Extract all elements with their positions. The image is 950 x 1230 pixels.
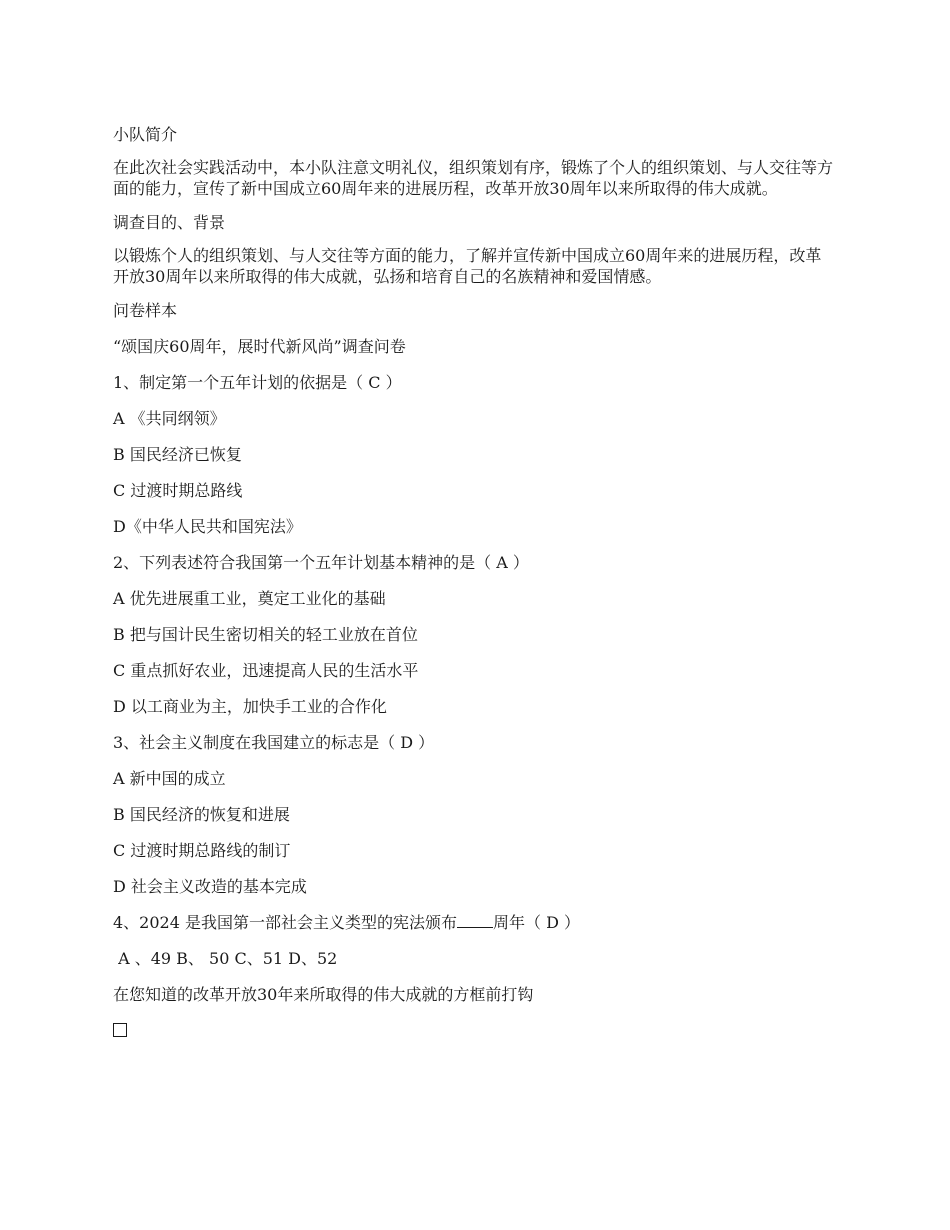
- fill-in-blank: [457, 913, 493, 928]
- achievement-checkbox[interactable]: [113, 1023, 127, 1037]
- question-2-option-d: D 以工商业为主，加快手工业的合作化: [113, 697, 387, 716]
- section-title-sample: 问卷样本: [113, 301, 178, 320]
- team-intro-paragraph: 在此次社会实践活动中，本小队注意文明礼仪，组织策划有序，锻炼了个人的组织策划、与人交往等方面的能力，宣传了新中国成立60周年来的进展历程，改革开放30周年以来所取得的伟大成就。: [113, 158, 834, 198]
- question-1-stem: 1、制定第一个五年计划的依据是（ C ）: [113, 373, 402, 392]
- question-4-options: A 、49 B、 50 C、51 D、52: [113, 949, 338, 968]
- question-3-option-b: B 国民经济的恢复和进展: [113, 805, 290, 824]
- question-4-stem-after: 周年（ D ）: [493, 913, 581, 932]
- question-2-option-a: A 优先进展重工业，奠定工业化的基础: [113, 589, 386, 608]
- question-1-option-d: D《中华人民共和国宪法》: [113, 517, 302, 536]
- section-title-purpose: 调查目的、背景: [113, 213, 226, 232]
- question-4-stem: [113, 909, 835, 937]
- question-3-option-d: D 社会主义改造的基本完成: [113, 877, 307, 896]
- survey-title: “颂国庆60周年，展时代新风尚”调查问卷: [113, 337, 406, 356]
- section-title-team-intro: 小队简介: [113, 125, 178, 144]
- question-1-option-a: A 《共同纲领》: [113, 409, 226, 428]
- checkbox-prompt: 在您知道的改革开放30年来所取得的伟大成就的方框前打钩: [113, 985, 534, 1004]
- question-3-option-c: C 过渡时期总路线的制订: [113, 841, 291, 860]
- document-content: [113, 121, 835, 1054]
- purpose-paragraph: 以锻炼个人的组织策划、与人交往等方面的能力，了解并宣传新中国成立60周年来的进展历程，改革开放30周年以来所取得的伟大成就，弘扬和培育自己的名族精神和爱国情感。: [113, 246, 822, 286]
- question-1-option-b: B 国民经济已恢复: [113, 445, 242, 464]
- checkbox-row: [113, 1017, 835, 1046]
- question-3-option-a: A 新中国的成立: [113, 769, 226, 788]
- question-2-option-b: B 把与国计民生密切相关的轻工业放在首位: [113, 625, 418, 644]
- question-2-option-c: C 重点抓好农业，迅速提高人民的生活水平: [113, 661, 419, 680]
- question-2-stem: 2、下列表述符合我国第一个五年计划基本精神的是（ A ）: [113, 553, 529, 572]
- question-3-stem: 3、社会主义制度在我国建立的标志是（ D ）: [113, 733, 435, 752]
- question-1-option-c: C 过渡时期总路线: [113, 481, 243, 500]
- question-4-stem-before: 4、2024 是我国第一部社会主义类型的宪法颁布: [113, 913, 457, 932]
